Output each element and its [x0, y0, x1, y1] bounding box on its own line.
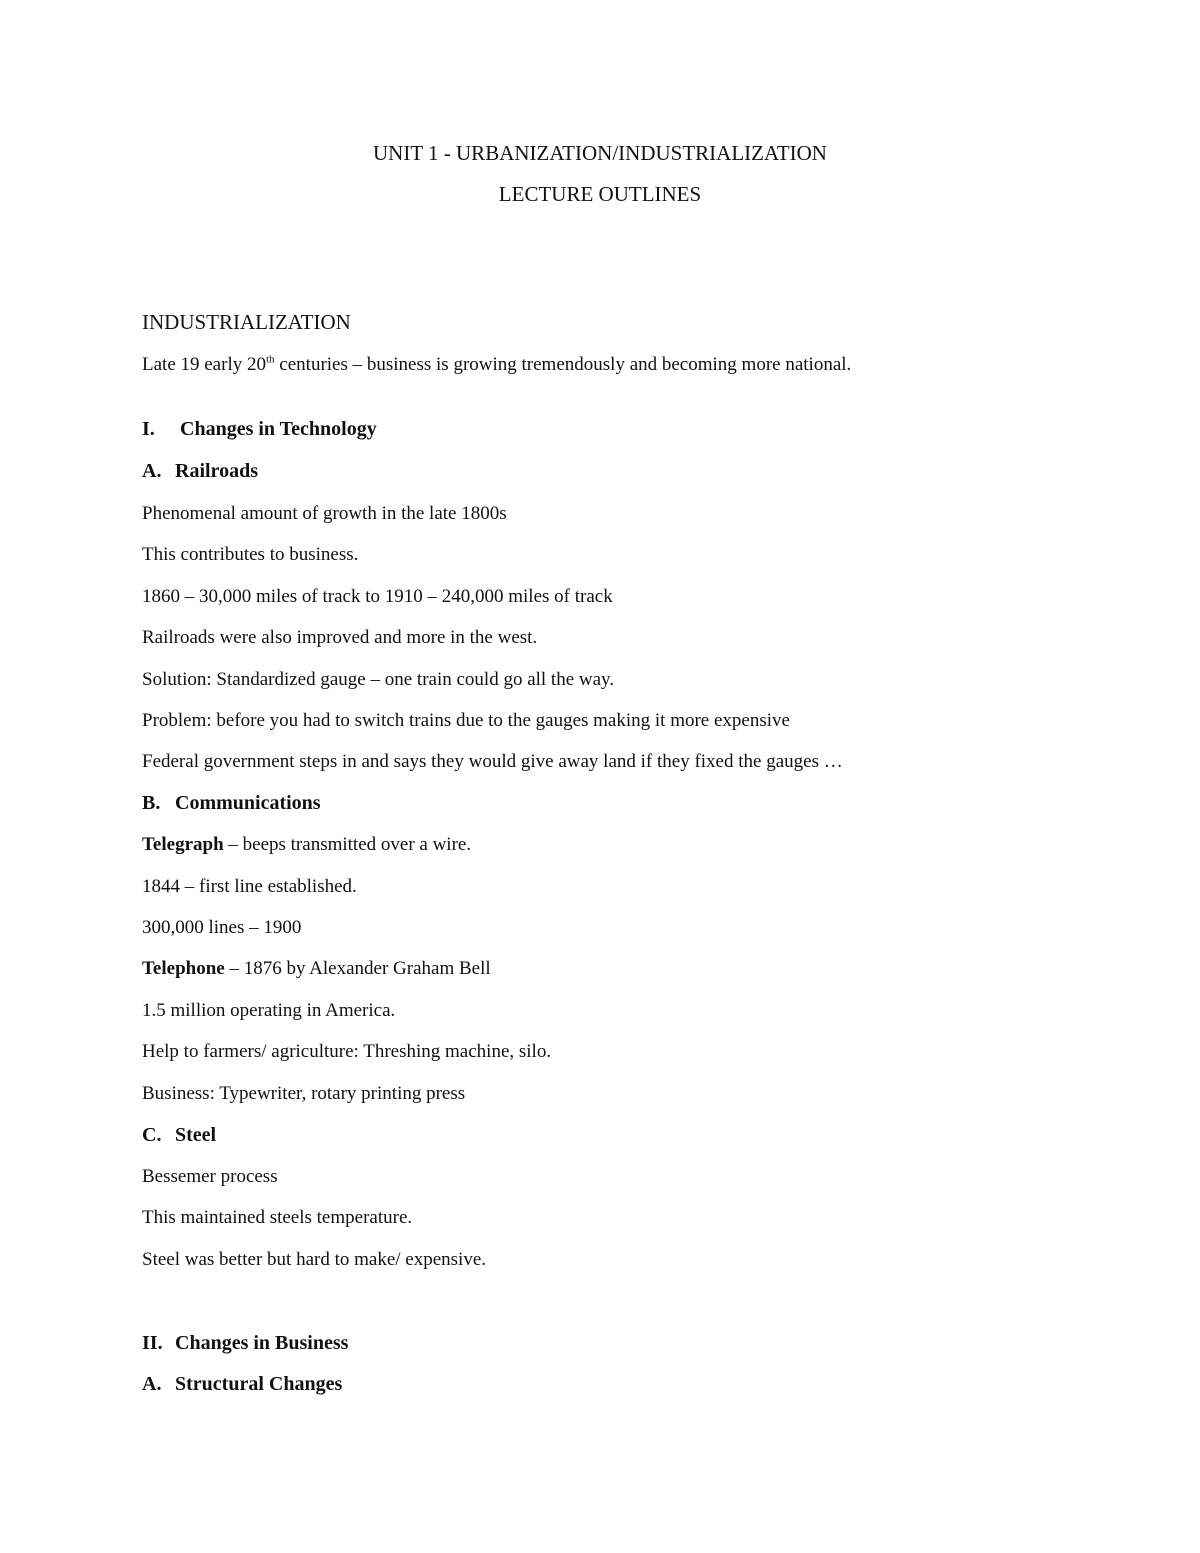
railroads-line-6: Problem: before you had to switch trains due to the gauges making it more expensive: [142, 710, 790, 731]
communications-line-telephone: Telephone – 1876 by Alexander Graham Bell: [142, 958, 491, 979]
superscript: th: [265, 353, 275, 366]
communications-line-7: Business: Typewriter, rotary printing press: [142, 1083, 466, 1104]
communications-line-2: 1844 – first line established.: [142, 876, 357, 897]
term-telephone: Telephone: [142, 958, 225, 979]
railroads-line-3: 1860 – 30,000 miles of track to 1910 – 240,000 miles of track: [142, 586, 613, 607]
steel-line-3: Steel was better but hard to make/ expensive.: [142, 1249, 487, 1270]
subsection-heading-railroads: A. Railroads: [142, 460, 258, 482]
subsection-heading-communications: B. Communications: [142, 792, 321, 814]
subsection-heading-structural-changes: A. Structural Changes: [142, 1373, 343, 1395]
railroads-line-1: Phenomenal amount of growth in the late 1800s: [142, 503, 507, 524]
communications-line-5: 1.5 million operating in America.: [142, 1000, 396, 1021]
railroads-line-2: This contributes to business.: [142, 544, 359, 565]
railroads-line-7: Federal government steps in and says they would give away land if they fixed the gauges …: [142, 751, 843, 772]
document-title: UNIT 1 - URBANIZATION/INDUSTRIALIZATION: [373, 141, 827, 165]
intro-heading: INDUSTRIALIZATION: [142, 310, 351, 334]
communications-line-3: 300,000 lines – 1900: [142, 917, 302, 938]
term-telegraph: Telegraph: [142, 834, 224, 855]
intro-paragraph: Late 19 early 20th centuries – business is growing tremendously and becoming more national.: [142, 353, 852, 375]
section-heading-2: II. Changes in Business: [142, 1332, 349, 1354]
section-heading-1: I. Changes in Technology: [142, 418, 377, 440]
communications-line-6: Help to farmers/ agriculture: Threshing machine, silo.: [142, 1041, 552, 1062]
communications-line-telegraph: Telegraph – beeps transmitted over a wire.: [142, 834, 472, 855]
steel-line-2: This maintained steels temperature.: [142, 1207, 413, 1228]
document-subtitle: LECTURE OUTLINES: [498, 182, 702, 206]
steel-line-1: Bessemer process: [142, 1166, 278, 1187]
subsection-heading-steel: C. Steel: [142, 1124, 217, 1146]
railroads-line-5: Solution: Standardized gauge – one train could go all the way.: [142, 669, 615, 690]
railroads-line-4: Railroads were also improved and more in the west.: [142, 627, 538, 648]
